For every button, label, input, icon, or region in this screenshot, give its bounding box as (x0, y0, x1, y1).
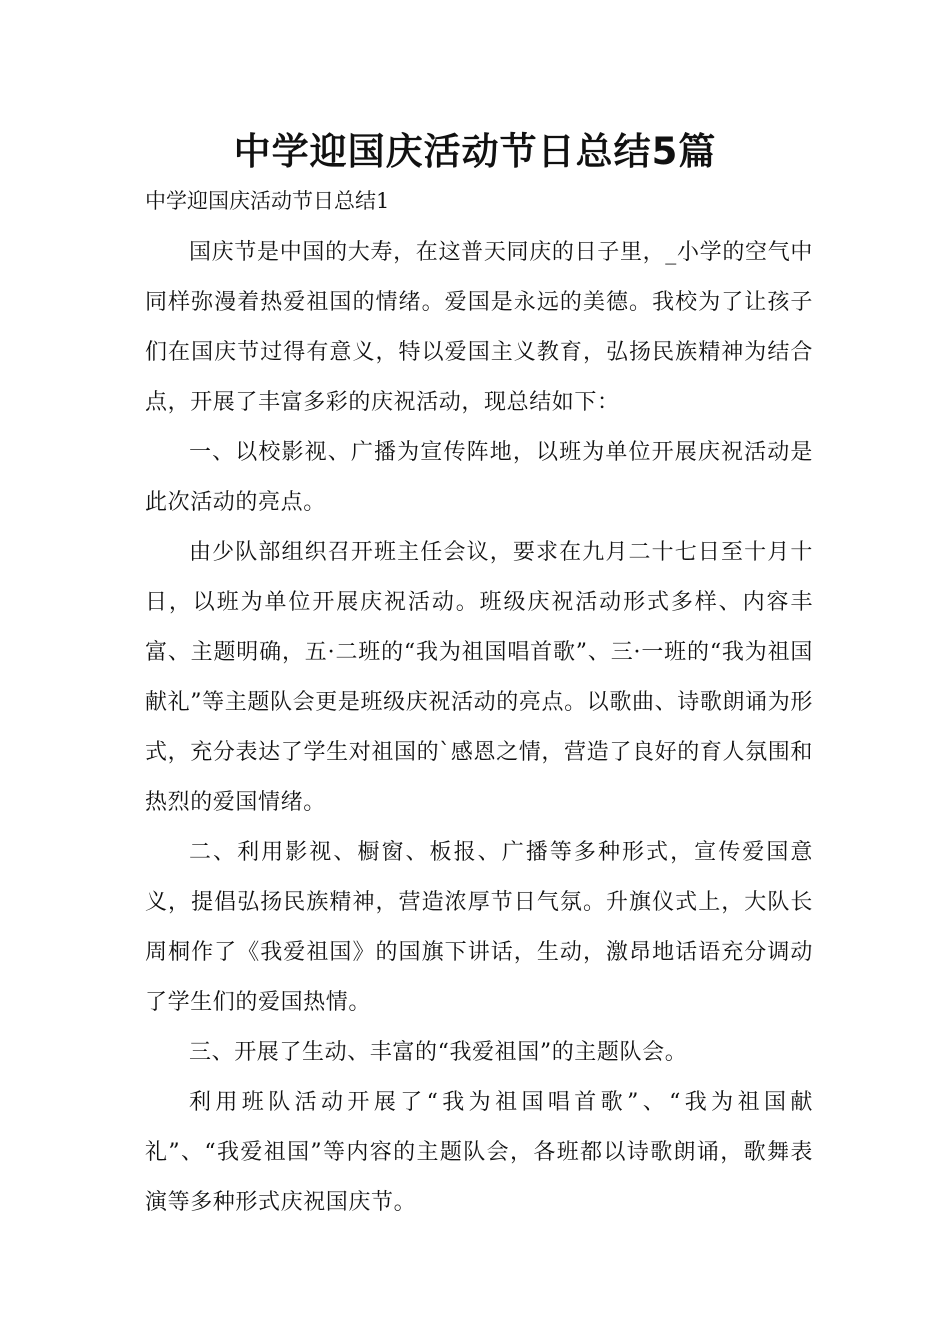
paragraph-point-three: 三、开展了生动、丰富的“我爱祖国”的主题队会。 (189, 1040, 688, 1065)
section-heading: 中学迎国庆活动节日总结1 (145, 189, 390, 213)
paragraph-intro: 国庆节是中国的大寿，在这普天同庆的日子里，_小学的空气中同样弥漫着热爱祖国的情绪。爱国是永远的美德。我校为了让孩子们在国庆节过得有意义，特以爱国主义教育，弘扬民族精神为结合点，开展了丰富多彩的庆祝活动，现总结如下： (145, 240, 813, 415)
paragraph-class-activities: 由少队部组织召开班主任会议，要求在九月二十七日至十月十日，以班为单位开展庆祝活动。班级庆祝活动形式多样、内容丰富、主题明确，五·二班的“我为祖国唱首歌”、三·一班的“我为祖国献礼”等主题队会更是班级庆祝活动的亮点。以歌曲、诗歌朗诵为形式，充分表达了学生对祖国的`感恩之情，营造了良好的育人氛围和热烈的爱国情绪。 (145, 540, 813, 815)
document-title: 中学迎国庆活动节日总结5篇 (233, 130, 717, 173)
paragraph-point-two: 二、利用影视、橱窗、板报、广播等多种形式，宣传爱国意义，提倡弘扬民族精神，营造浓厚节日气氛。升旗仪式上，大队长周桐作了《我爱祖国》的国旗下讲话，生动，激昂地话语充分调动了学生们的爱国热情。 (145, 840, 813, 1015)
paragraph-theme-meetings: 利用班队活动开展了“我为祖国唱首歌”、“我为祖国献礼”、“我爱祖国”等内容的主题队会，各班都以诗歌朗诵，歌舞表演等多种形式庆祝国庆节。 (145, 1090, 813, 1215)
document-body (145, 228, 813, 1228)
paragraph-point-one: 一、以校影视、广播为宣传阵地，以班为单位开展庆祝活动是此次活动的亮点。 (145, 440, 813, 515)
